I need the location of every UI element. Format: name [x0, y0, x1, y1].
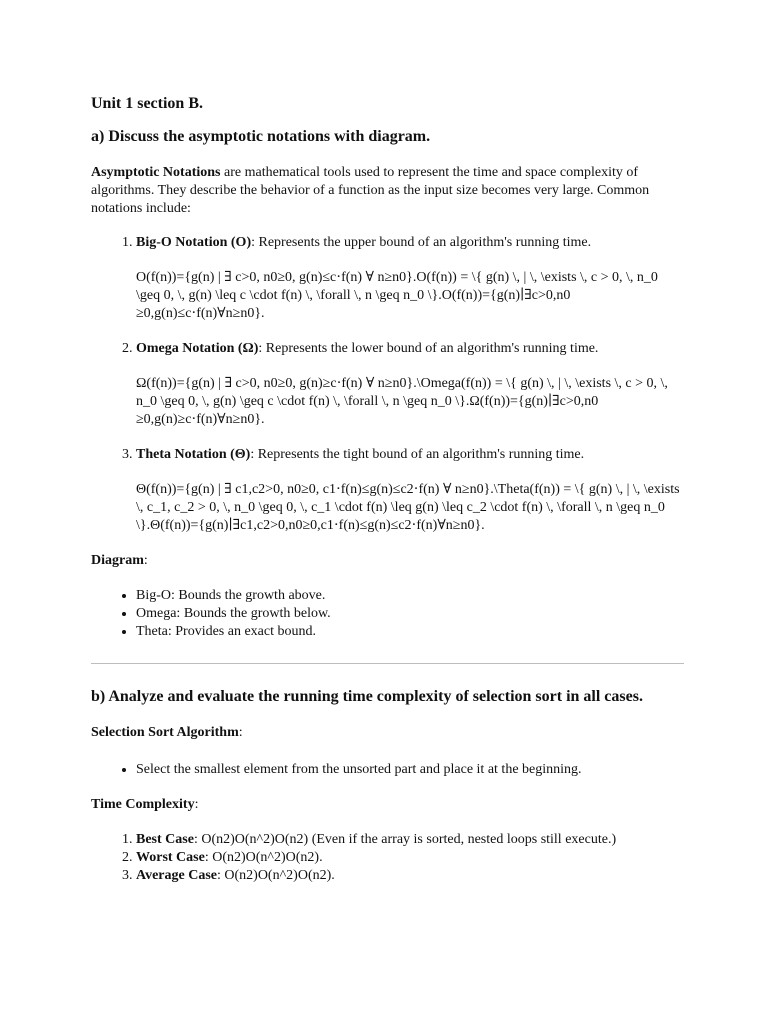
time-complexity-colon: : [194, 797, 199, 812]
time-complexity-label-text: Time Complexity [91, 797, 195, 812]
notation-desc: : Represents the lower bound of an algorithm's running time. [258, 341, 599, 356]
notation-name: Big-O Notation (O) [136, 235, 252, 250]
notation-lead [136, 340, 681, 358]
notation-list [91, 234, 681, 535]
section-divider [91, 663, 684, 664]
document-title: Unit 1 section B. [91, 95, 203, 112]
case-name: Average Case [136, 868, 217, 883]
notation-item-theta [136, 446, 681, 535]
notation-formula: O(f(n))={g(n) | ∃ c>0, n0≥0, g(n)≤c⋅f(n) ∀ n≥n0}.O(f(n)) = \{ g(n) \, | \, \exists \, c > 0, \, n_0 \geq 0, \, g(n) \leq c \cdot f(n) \, \forall \, n \geq n_0 \}.O(f(n))={g(n)∣∃c>0,n0 ≥0,g(n)≤c⋅f(n)∀n≥n0}. [136, 270, 658, 321]
case-text: : O(n2)O(n^2)O(n2). [204, 850, 323, 865]
notation-lead [136, 234, 681, 252]
algorithm-list [91, 761, 681, 779]
document-content [91, 94, 681, 885]
notation-formula: Θ(f(n))={g(n) | ∃ c1,c2>0, n0≥0, c1⋅f(n)≤g(n)≤c2⋅f(n) ∀ n≥n0}.\Theta(f(n)) = \{ g(n) \, | \, \exists \, c_1, c_2 > 0, \, n_0 \geq 0, \, c_1 \cdot f(n) \leq g(n) \leq c_2 \cdot f(n) \, \forall \, n \geq n_0 \}.Θ(f(n))={g(n)∣∃c1,c2>0,n0≥0,c1⋅f(n)≤g(n)≤c2⋅f(n)∀n≥n0}. [136, 482, 680, 533]
algorithm-step: • Select the smallest element from the unsorted part and place it at the beginning. [136, 761, 681, 779]
intro-text: are mathematical tools used to represent the time and space complexity of algorithms. They describe the behavior of a function as the input size becomes very large. Common notations include: [91, 165, 650, 216]
notation-formula: Ω(f(n))={g(n) | ∃ c>0, n0≥0, g(n)≥c⋅f(n) ∀ n≥n0}.\Omega(f(n)) = \{ g(n) \, | \, \exists \, c > 0, \, n_0 \geq 0, \, g(n) \geq c \cdot f(n) \, \forall \, n \geq n_0 \}.Ω(f(n))={g(n)∣∃c>0,n0 ≥0,g(n)≥c⋅f(n)∀n≥n0}. [136, 376, 668, 427]
notation-item-omega [136, 340, 681, 429]
notation-lead [136, 446, 681, 464]
case-name: Best Case [136, 832, 194, 847]
intro-term: Asymptotic Notations [91, 165, 221, 180]
section-b-heading: b) Analyze and evaluate the running time complexity of selection sort in all cases. [91, 688, 643, 705]
notation-desc: : Represents the upper bound of an algorithm's running time. [251, 235, 592, 250]
case-best [136, 831, 681, 849]
notation-name: Omega Notation (Ω) [136, 341, 259, 356]
diagram-item-theta: • Theta: Provides an exact bound. [136, 623, 681, 641]
diagram-label [91, 552, 681, 570]
algorithm-label-text: Selection Sort Algorithm [91, 725, 239, 740]
diagram-item-big-o: • Big-O: Bounds the growth above. [136, 587, 681, 605]
case-worst [136, 849, 681, 867]
case-text: : O(n2)O(n^2)O(n2) (Even if the array is sorted, nested loops still execute.) [193, 832, 617, 847]
notation-item-big-o [136, 234, 681, 323]
cases-list [91, 831, 681, 885]
diagram-list [91, 587, 681, 641]
case-text: : O(n2)O(n^2)O(n2). [217, 868, 335, 883]
diagram-colon: : [143, 553, 148, 568]
diagram-item-omega: • Omega: Bounds the growth below. [136, 605, 681, 623]
diagram-label-text: Diagram [91, 553, 144, 568]
time-complexity-label [91, 796, 681, 814]
case-name: Worst Case [136, 850, 205, 865]
algorithm-label [91, 724, 681, 742]
intro-paragraph [91, 164, 681, 218]
section-a-heading: a) Discuss the asymptotic notations with diagram. [91, 128, 431, 145]
case-average [136, 867, 681, 885]
notation-desc: : Represents the tight bound of an algorithm's running time. [250, 447, 585, 462]
algorithm-colon: : [238, 725, 243, 740]
notation-name: Theta Notation (Θ) [136, 447, 251, 462]
